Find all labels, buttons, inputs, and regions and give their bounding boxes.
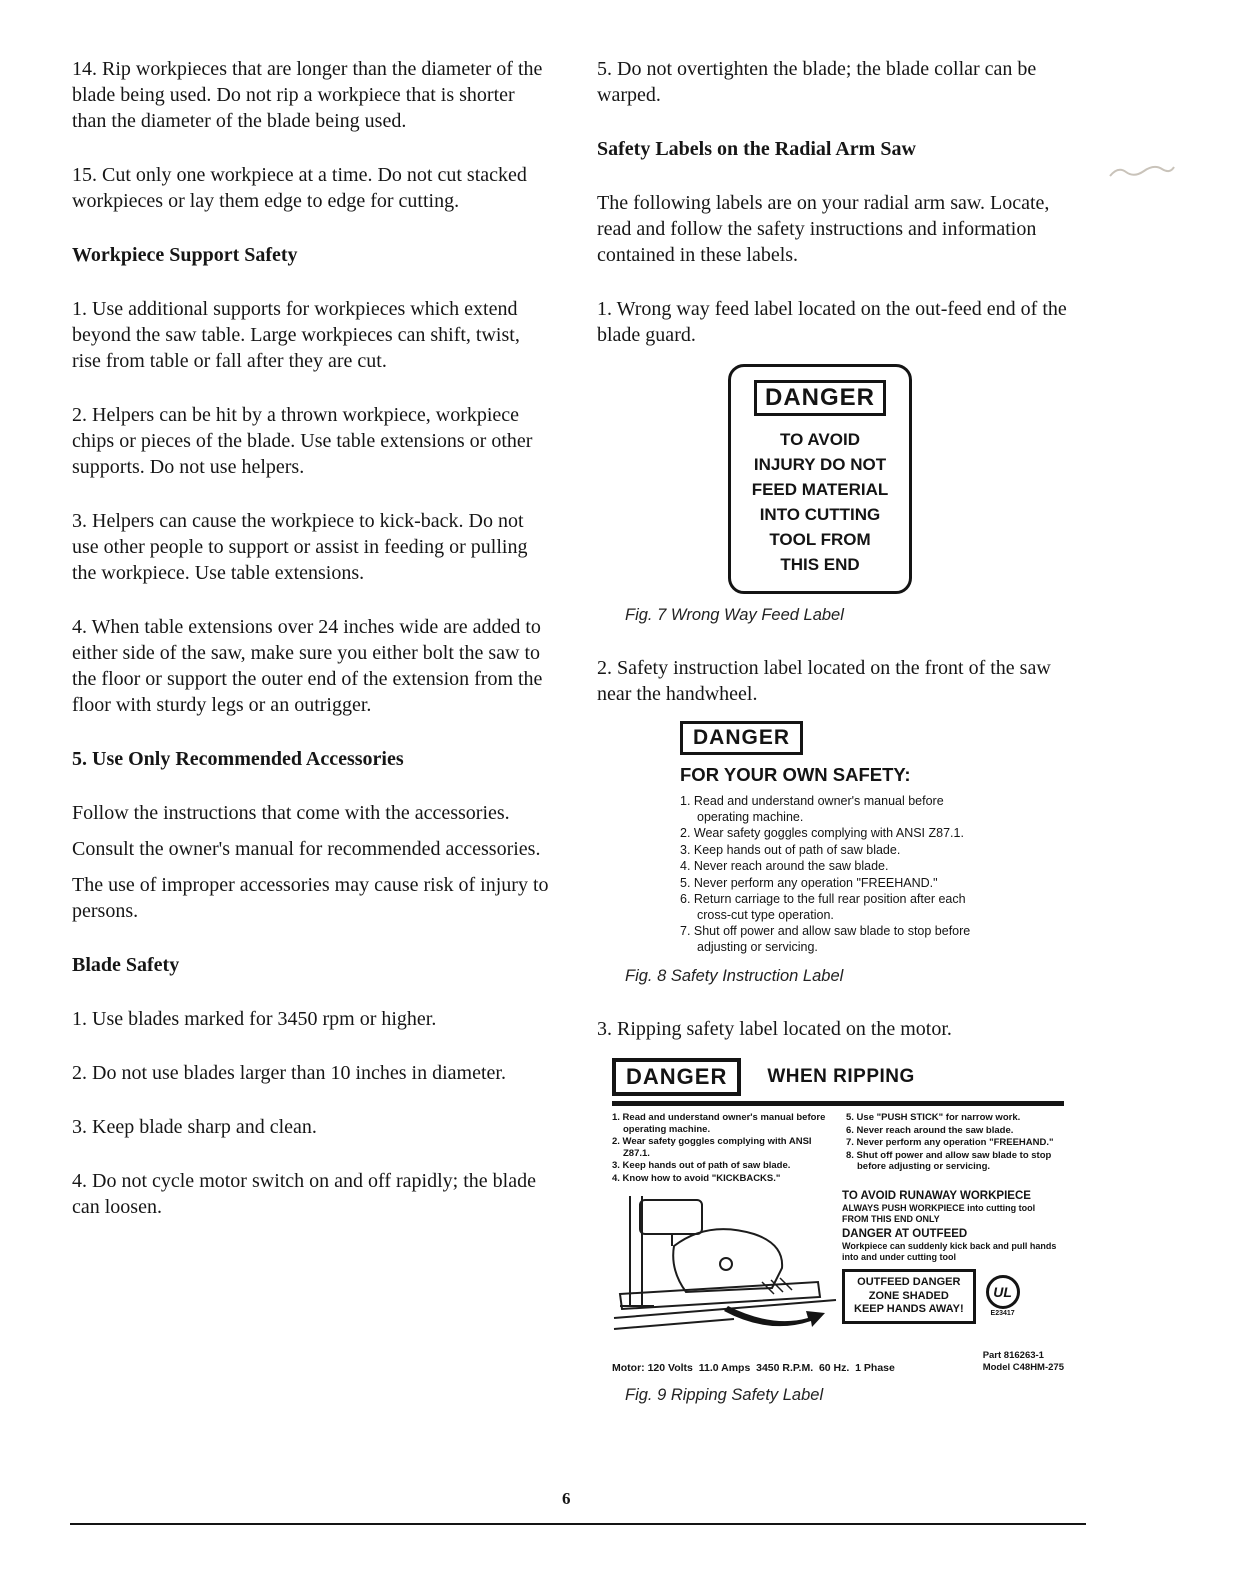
fig8-instruction: 4. Never reach around the saw blade. [680,859,889,873]
fig9-rule-item: 5. Use "PUSH STICK" for narrow work. [846,1112,1021,1123]
fig9-outfeed-text: Workpiece can suddenly kick back and pull hands into and under cutting tool [842,1241,1057,1262]
paragraph-support-2: 2. Helpers can be hit by a thrown workpiece, workpiece chips or pieces of the blade. Use table extensions or other supports. Do not use helpers. [72,404,533,478]
right-column [597,56,1087,1435]
fig9-motor-ratings: Motor: 120 Volts 11.0 Amps 3450 R.P.M. 60 Hz. 1 Phase [612,1362,895,1374]
fig9-zone-line: ZONE SHADED [868,1289,949,1302]
fig9-bottom-row [612,1350,1064,1374]
fig8-caption: Fig. 8 Safety Instruction Label [625,967,844,985]
paragraph-support-3: 3. Helpers can cause the workpiece to kick-back. Do not use other people to support or assist in feeding or pulling the workpiece. Use table extensions. [72,510,528,584]
fig9-rule-item: 1. Read and understand owner's manual before operating machine. [612,1112,826,1135]
saw-ripping-illustration [612,1188,840,1346]
fig9-rule-item: 2. Wear safety goggles complying with ANSI Z87.1. [612,1136,812,1159]
heading-workpiece-support-safety: Workpiece Support Safety [72,244,298,266]
paragraph-support-1: 1. Use additional supports for workpieces which extend beyond the saw table. Large workpieces can shift, twist, rise from table or fall after they are cut. [72,298,520,372]
paragraph-blade-4: 4. Do not cycle motor switch on and off rapidly; the blade can loosen. [72,1170,536,1218]
fig9-when-ripping-title: WHEN RIPPING [767,1066,915,1087]
page-number: 6 [562,1489,571,1508]
fig8-instruction: 6. Return carriage to the full rear position after each cross-cut type operation. [680,892,966,922]
fig7-line: TOOL FROM [769,530,871,549]
fig9-rule-item: 8. Shut off power and allow saw blade to stop before adjusting or servicing. [846,1149,1052,1172]
fig9-rule-columns [612,1112,1064,1185]
paragraph-support-4: 4. When table extensions over 24 inches wide are added to either side of the saw, make sure you either bolt the saw to the floor or support the outer end of the extension from the floor with sturdy legs or an outrigger. [72,616,543,716]
fig9-zone-row [842,1269,1064,1324]
paragraph-blade-2: 2. Do not use blades larger than 10 inches in diameter. [72,1062,506,1084]
fig9-rule-item: 7. Never perform any operation "FREEHAND." [846,1137,1054,1148]
fig9-zone-line: KEEP HANDS AWAY! [854,1303,964,1315]
fig9-zone-line: OUTFEED DANGER [857,1276,961,1288]
fig7-wrong-way-feed-label [728,364,912,594]
paragraph-blade-3: 3. Keep blade sharp and clean. [72,1116,317,1138]
paragraph-blade-1: 1. Use blades marked for 3450 rpm or higher. [72,1008,437,1030]
fig8-instruction: 7. Shut off power and allow saw blade to stop before adjusting or servicing. [680,924,971,954]
paragraph-one-workpiece: 15. Cut only one workpiece at a time. Do not cut stacked workpieces or lay them edge to edge for cutting. [72,164,527,212]
fig9-runaway-title: TO AVOID RUNAWAY WORKPIECE [842,1190,1031,1202]
fig9-runaway-text: ALWAYS PUSH WORKPIECE into cutting tool FROM THIS END ONLY [842,1203,1036,1224]
fig8-instruction: 5. Never perform any operation "FREEHAND." [680,875,938,890]
fig9-outfeed-title: DANGER AT OUTFEED [842,1228,968,1240]
danger-header-fig9: DANGER [612,1058,741,1096]
fig9-model-number: Model C48HM-275 [982,1362,1064,1373]
scan-smudge-mark [1106,160,1178,184]
fig8-instruction: 1. Read and understand owner's manual before operating machine. [680,794,944,824]
fig8-instruction-list [680,794,995,955]
heading-blade-safety: Blade Safety [72,954,180,976]
danger-header-fig7: DANGER [754,380,886,416]
fig9-part-number: Part 816263-1 [982,1350,1044,1361]
paragraph-overtighten: 5. Do not overtighten the blade; the blade collar can be warped. [597,58,1037,106]
fig9-outfeed-danger-zone-box [842,1269,976,1324]
paragraph-accessories-3: The use of improper accessories may cause risk of injury to persons. [72,874,549,922]
fig8-instruction: 3. Keep hands out of path of saw blade. [680,842,901,857]
paragraph-labels-intro: The following labels are on your radial arm saw. Locate, read and follow the safety instructions and information contained in these labels. [597,192,1050,266]
fig9-right-text [840,1188,1064,1346]
paragraph-label-item-3: 3. Ripping safety label located on the motor. [597,1018,952,1040]
heading-safety-labels: Safety Labels on the Radial Arm Saw [597,138,916,160]
fig7-line: FEED MATERIAL [751,480,889,499]
ul-logo-icon: UL [986,1275,1020,1309]
fig9-rule-item: 6. Never reach around the saw blade. [846,1124,1014,1136]
paragraph-rip-longer: 14. Rip workpieces that are longer than the diameter of the blade being used. Do not rip a workpiece that is shorter than the diameter of the blade being used. [72,58,543,132]
fig7-line: TO AVOID [780,430,860,449]
paragraph-label-item-1: 1. Wrong way feed label located on the out-feed end of the blade guard. [597,298,1067,346]
fig9-rules-left [612,1112,830,1185]
fig9-divider-rule [612,1101,1064,1106]
fig9-rule-item: 4. Know how to avoid "KICKBACKS." [612,1172,781,1184]
fig9-ripping-safety-label [612,1058,1064,1374]
fig7-line: INJURY DO NOT [753,455,887,474]
heading-recommended-accessories: 5. Use Only Recommended Accessories [72,748,404,770]
fig9-rule-item: 3. Keep hands out of path of saw blade. [612,1160,791,1171]
paragraph-accessories-1: Follow the instructions that come with the accessories. [72,802,510,824]
fig9-rules-right [846,1112,1064,1185]
paragraph-label-item-2: 2. Safety instruction label located on the front of the saw near the handwheel. [597,657,1051,705]
fig9-body [612,1188,1064,1346]
fig7-caption: Fig. 7 Wrong Way Feed Label [625,606,844,624]
footer-rule [70,1523,1086,1525]
fig8-heading: FOR YOUR OWN SAFETY: [680,764,911,785]
fig7-warning-text [737,427,903,577]
fig9-header-row [612,1058,1064,1096]
danger-header-fig8: DANGER [680,721,803,755]
ul-listing-mark [986,1275,1020,1317]
ul-file-number: E23417 [990,1310,1015,1318]
fig8-instruction: 2. Wear safety goggles complying with ANSI Z87.1. [680,826,964,840]
left-column [72,56,550,1248]
fig8-safety-instruction-label [680,721,995,955]
fig9-part-model [983,1350,1064,1374]
fig7-line: THIS END [780,555,860,574]
paragraph-accessories-2: Consult the owner's manual for recommended accessories. [72,838,541,860]
fig7-line: INTO CUTTING [759,505,881,524]
fig9-caption: Fig. 9 Ripping Safety Label [625,1386,824,1404]
